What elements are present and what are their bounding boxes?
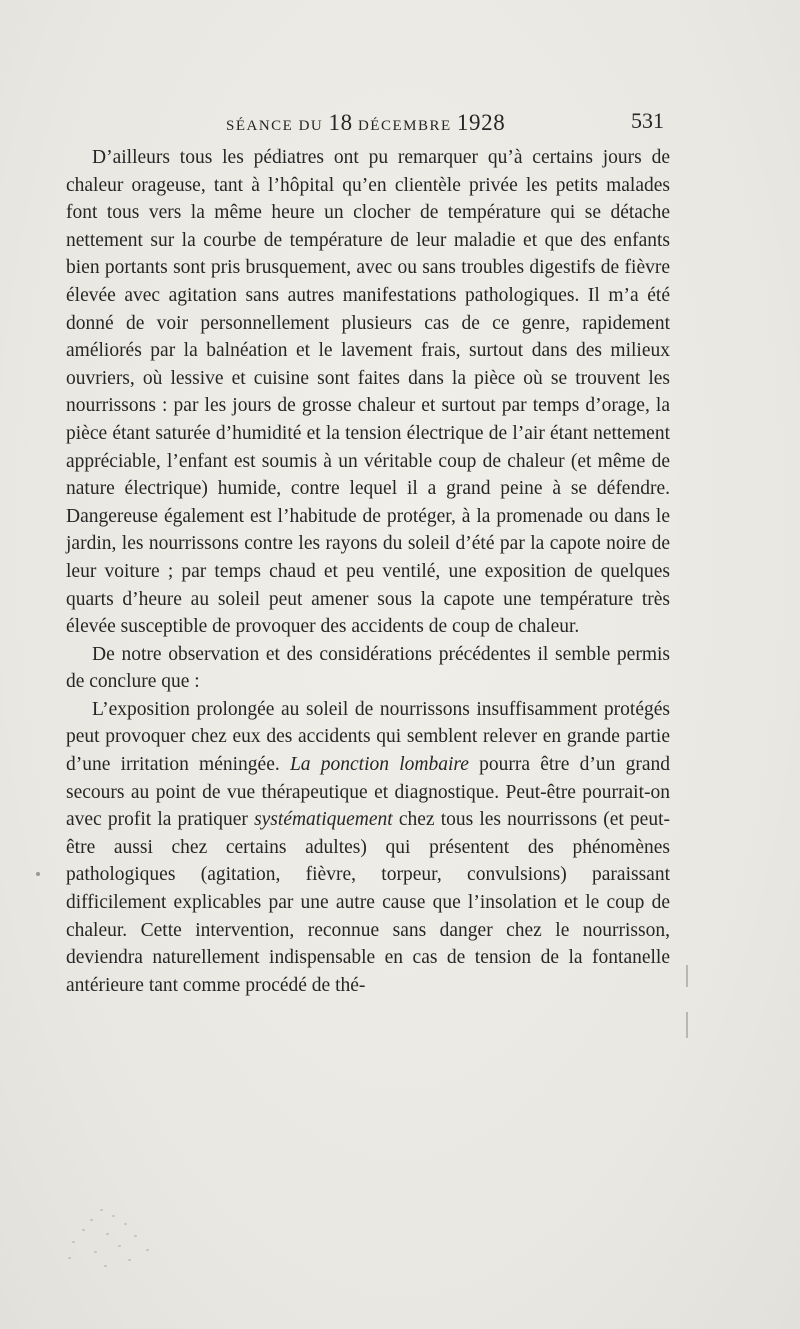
body-text <box>66 144 670 999</box>
page-header <box>66 106 664 142</box>
paragraph-3-italic-ponction: La ponction lombaire <box>289 754 469 776</box>
running-head-day: 18 <box>328 110 353 135</box>
margin-tick-2 <box>686 1012 688 1038</box>
paragraph-3-italic-systematiquement: systématiquement <box>254 809 393 831</box>
running-head-month: DÉCEMBRE <box>352 118 457 134</box>
paragraph-1: D’ailleurs tous les pédiatres ont pu remarquer qu’à certains jours de chaleur orageuse, tant à l’hôpital qu’en clientèle privée les petits malades font tous vers la même heure un clocher de température qui se détache nettement sur la courbe de température de leur maladie et que des enfants bien portants sont pris brusquement, avec ou sans troubles digestifs de fièvre élevée avec agitation sans autres manifestations pathologiques. Il m’a été donné de voir personnellement plusieurs cas de ce genre, rapidement améliorés par la balnéation et le lavement frais, surtout dans des milieux ouvriers, où lessive et cuisine sont faites dans la pièce où se trouvent les nourrissons : par les jours de grosse chaleur et surtout par temps d’orage, la pièce étant saturée d’humidité et la tension électrique de l’air étant nettement appréciable, l’enfant est soumis à un véritable coup de chaleur (et même de nature électrique) humide, contre lequel il a grand peine à se défendre. Dangereuse également est l’habitude de protéger, à la promenade ou dans le jardin, les nourrissons contre les rayons du soleil d’été par la capote noire de leur voiture ; par temps chaud et peu ventilé, une exposition de quelques quarts d’heure au soleil peut amener sous la capote une température très élevée susceptible de provoquer des accidents de coup de chaleur. <box>66 147 670 638</box>
page-number: 531 <box>631 108 664 133</box>
paragraph-2: De notre observation et des considérations précédentes il semble permis de conclure que : <box>66 643 670 693</box>
ink-bleed-through <box>60 1205 190 1275</box>
running-head-year: 1928 <box>456 110 506 135</box>
running-head-prefix: SÉANCE DU <box>226 118 329 134</box>
paragraph-3 <box>66 696 670 1000</box>
running-head <box>226 110 505 136</box>
margin-tick-1 <box>686 965 688 987</box>
paragraph-3-text-c: chez tous les nourrissons (et peut-être aussi chez certains adultes) qui présentent des phénomènes pathologiques (agitation, fièvre, torpeur, convulsions) paraissant difficilement explicables par une autre cause que l’insolation et le coup de chaleur. Cette intervention, reconnue sans danger chez le nourrisson, deviendra naturellement indispensable en cas de tension de la fontanelle antérieure tant comme procédé de thé- <box>66 809 670 996</box>
margin-dot <box>36 872 40 876</box>
paragraph-3-text-b: pourra être d’un grand secours au point de vue thérapeutique et diagnostique. Peut-être pourrait-on avec profit la pratiquer <box>66 754 670 831</box>
paragraph-3-text-a: L’exposition prolongée au soleil de nourrissons insuffisamment protégés peut provoquer chez eux des accidents qui semblent relever en grande partie d’une irritation méningée. <box>66 698 670 776</box>
